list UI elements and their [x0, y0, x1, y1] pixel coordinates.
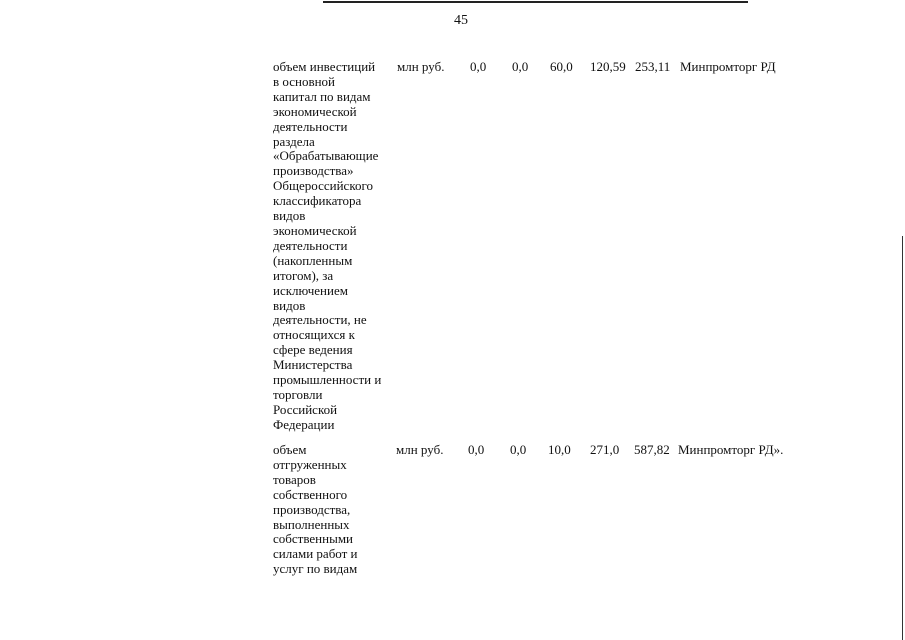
indicator-name-line: «Обрабатывающие [273, 148, 379, 164]
indicator-name-line: капитал по видам [273, 88, 371, 104]
indicator-name-line: собственными [273, 531, 353, 547]
indicator-name-line: объем инвестиций [273, 59, 376, 74]
unit-cell: млн руб. [396, 442, 444, 457]
responsible-cell: Минпромторг РД [680, 59, 776, 74]
responsible-cell: Минпромторг РД». [678, 442, 784, 457]
indicator-name-line: объем [273, 442, 307, 457]
value-cell: 0,0 [468, 442, 485, 457]
indicator-name-line: деятельности [273, 237, 348, 253]
indicator-name-line: Общероссийского [273, 178, 373, 194]
value-cell: 60,0 [550, 59, 573, 74]
indicator-name-line: экономической [273, 222, 357, 238]
value-cell: 587,82 [634, 442, 670, 457]
value-cell: 10,0 [548, 442, 571, 457]
indicator-name-line: производства, [273, 501, 351, 517]
indicator-name-line: раздела [273, 133, 315, 149]
indicator-name-line: видов [273, 297, 306, 313]
indicator-name-line: итогом), за [273, 267, 334, 283]
indicator-name-line: деятельности, не [273, 312, 367, 328]
indicator-name-line: выполненных [273, 516, 350, 532]
indicator-name-line: Федерации [273, 416, 335, 432]
indicator-name-line: сфере ведения [273, 342, 353, 358]
indicator-name-line: (накопленным [273, 252, 353, 268]
unit-cell: млн руб. [397, 59, 445, 74]
indicator-name-line: Российской [273, 401, 338, 417]
indicator-name [273, 443, 391, 577]
indicator-name-line: промышленности и [273, 372, 382, 388]
top-border-line [323, 1, 748, 3]
indicator-name-line: товаров [273, 471, 316, 487]
indicator-name-line: видов [273, 208, 306, 224]
indicator-name-line: деятельности [273, 118, 348, 134]
indicator-name-line: отгруженных [273, 456, 347, 472]
page-number: 45 [454, 13, 468, 28]
value-cell: 253,11 [635, 59, 671, 74]
right-edge-scan-line [902, 236, 903, 640]
indicator-name-line: классификатора [273, 193, 362, 209]
value-cell: 120,59 [590, 59, 626, 74]
indicator-name-line: в основной [273, 73, 335, 89]
indicator-name-line: исключением [273, 282, 348, 298]
indicator-name-line: производства» [273, 163, 354, 179]
indicator-name-line: торговли [273, 386, 323, 402]
indicator-name-line: услуг по видам [273, 561, 358, 577]
indicator-name-line: относящихся к [273, 327, 355, 343]
value-cell: 0,0 [510, 442, 527, 457]
indicator-name-line: экономической [273, 103, 357, 119]
indicator-name-line: собственного [273, 486, 348, 502]
value-cell: 0,0 [512, 59, 529, 74]
indicator-name [273, 60, 391, 433]
value-cell: 271,0 [590, 442, 620, 457]
indicator-name-line: Министерства [273, 357, 353, 373]
indicator-name-line: силами работ и [273, 546, 358, 562]
value-cell: 0,0 [470, 59, 487, 74]
